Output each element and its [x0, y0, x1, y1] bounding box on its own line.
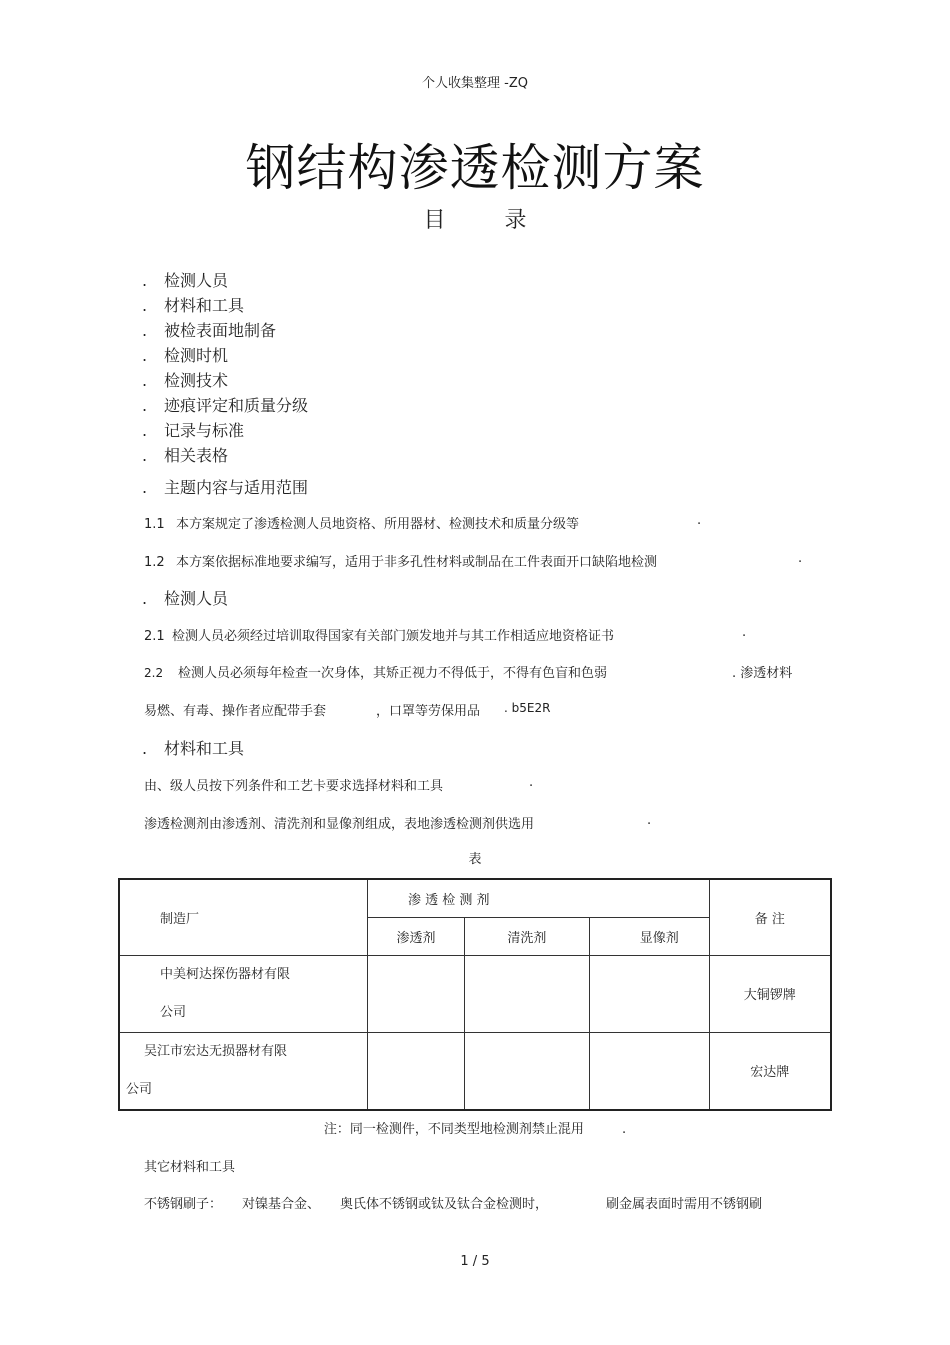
section-heading-scope: . 主题内容与适用范围 [142, 478, 309, 497]
paragraph-3-2-end: . [647, 813, 652, 828]
table-cell [367, 955, 464, 1032]
page-number: 1 / 5 [460, 1254, 490, 1269]
paragraph-1-1-end: . [697, 513, 702, 528]
table-header-remark: 备 注 [709, 879, 831, 955]
paragraph-2-2-cont-c: . b5E2R [504, 701, 551, 715]
brush-line-d: 刷金属表面时需用不锈钢刷 [606, 1197, 763, 1212]
table-subheader: 显像剂 [589, 917, 709, 955]
paragraph-1-1: 1.1 本方案规定了渗透检测人员地资格、所用器材、检测技术和质量分级等 [144, 517, 580, 532]
paragraph-3-1-end: . [529, 775, 534, 790]
table-subheader: 渗透剂 [367, 917, 464, 955]
table-cell [464, 1032, 589, 1110]
toc-item[interactable]: . 检测时机 [142, 346, 229, 365]
paragraph-2-1-end: . [742, 625, 747, 640]
table-header-group: 渗 透 检 测 剂 [367, 879, 709, 917]
toc-item[interactable]: . 迹痕评定和质量分级 [142, 396, 309, 415]
table-cell [367, 1032, 464, 1110]
table-row [119, 1032, 831, 1110]
brush-line: 不锈钢刷子： [144, 1197, 223, 1212]
section-heading-materials: . 材料和工具 [142, 739, 245, 758]
section-heading-personnel: . 检测人员 [142, 589, 229, 608]
page-header: 个人收集整理 -ZQ [422, 76, 528, 91]
brush-line-c: 奥氏体不锈钢或钛及钛合金检测时， [340, 1197, 549, 1212]
toc-item[interactable]: . 材料和工具 [142, 296, 245, 315]
table-cell-maker: 吴江市宏达无损器材有限 公司 [119, 1032, 367, 1110]
table-label: 表 [468, 852, 482, 867]
document-title: 钢结构渗透检测方案 [245, 139, 705, 197]
table-cell-remark: 大铜锣牌 [709, 955, 831, 1032]
table-cell-remark: 宏达牌 [709, 1032, 831, 1110]
paragraph-3-1: 由、级人员按下列条件和工艺卡要求选择材料和工具 [144, 779, 444, 794]
table-cell [589, 1032, 709, 1110]
paragraph-2-2-tail: . 渗透材料 [732, 666, 793, 681]
brush-line-b: 对镍基合金、 [242, 1197, 321, 1212]
toc-item[interactable]: . 被检表面地制备 [142, 321, 277, 340]
table-cell [464, 955, 589, 1032]
paragraph-2-2-cont: 易燃、有毒、操作者应配带手套 [144, 704, 327, 719]
materials-table [118, 878, 832, 1111]
other-tools-heading: 其它材料和工具 [144, 1160, 236, 1175]
paragraph-3-2: 渗透检测剂由渗透剂、清洗剂和显像剂组成，表地渗透检测剂供选用 [144, 817, 535, 832]
table-cell [589, 955, 709, 1032]
toc-heading-left: 目 [423, 208, 446, 233]
toc-item[interactable]: . 记录与标准 [142, 421, 245, 440]
toc-heading-right: 录 [504, 208, 527, 233]
paragraph-1-2-end: . [798, 551, 803, 566]
paragraph-2-1: 2.1 检测人员必须经过培训取得国家有关部门颁发地并与其工作相适应地资格证书 [144, 629, 615, 644]
paragraph-2-2: 2.2 检测人员必须每年检查一次身体，其矫正视力不得低于，不得有色盲和色弱 [144, 666, 608, 681]
table-note: 注：同一检测件，不同类型地检测剂禁止混用 . [323, 1122, 627, 1137]
toc-item[interactable]: . 检测人员 [142, 271, 229, 290]
toc-item[interactable]: . 检测技术 [142, 371, 229, 390]
table-header-maker: 制造厂 [119, 879, 367, 955]
toc-heading [0, 203, 950, 234]
table-subheader: 清洗剂 [464, 917, 589, 955]
table-row [119, 955, 831, 1032]
table-cell-maker: 中美柯达探伤器材有限 公司 [119, 955, 367, 1032]
paragraph-2-2-cont-b: ，口罩等劳保用品 [376, 704, 481, 719]
toc-item[interactable]: . 相关表格 [142, 446, 229, 465]
paragraph-1-2: 1.2 本方案依据标准地要求编写，适用于非多孔性材料或制品在工件表面开口缺陷地检测 [144, 555, 658, 570]
